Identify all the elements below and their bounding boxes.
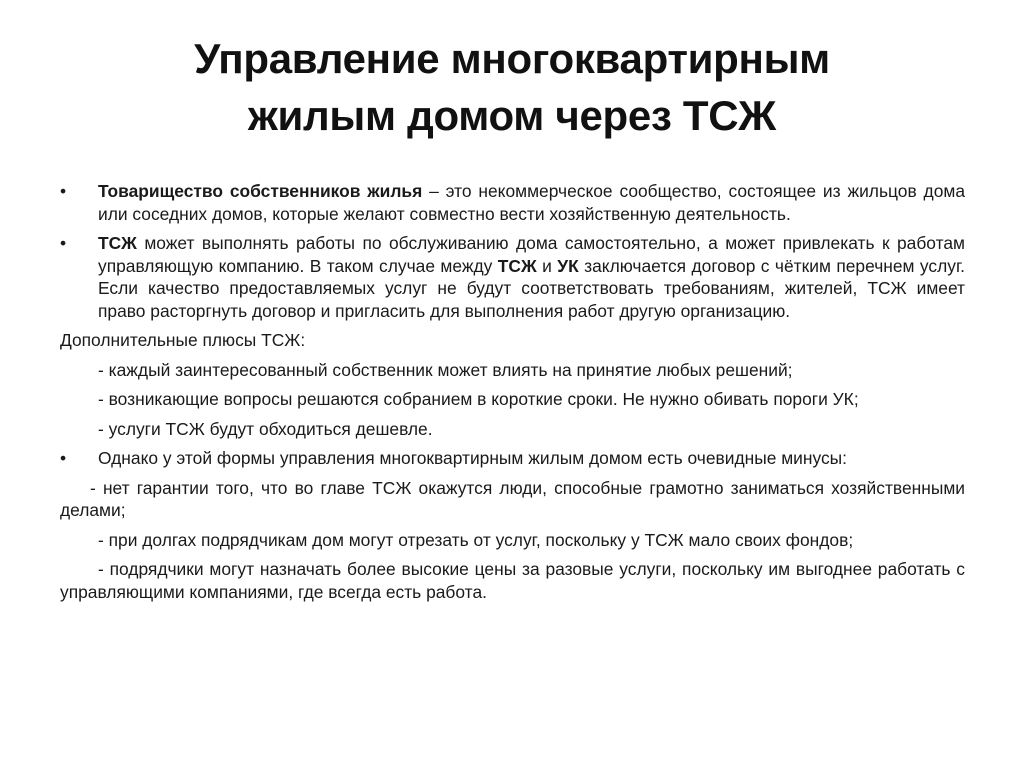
title-line-1: Управление многоквартирным — [194, 35, 830, 82]
tsj-work-text-1: может выполнять работы по обслуживанию дома самостоятельно, а может привлекать к работам управляющую компанию. В таком случае между — [98, 233, 965, 276]
bullet-icon: • — [60, 233, 67, 253]
bullet-tsj-work — [60, 232, 965, 322]
minus-item: - при долгах подрядчикам дом могут отрезать от услуг, поскольку у ТСЖ мало своих фондов; — [98, 529, 854, 550]
term-tsj-2: ТСЖ — [497, 255, 537, 276]
minus-item: - нет гарантии того, что во главе ТСЖ окажутся люди, способные грамотно заниматься хозяйственными делами; — [60, 477, 965, 520]
term-tsj-full: Товарищество собственников жилья — [98, 181, 423, 201]
term-tsj: ТСЖ — [98, 233, 137, 253]
bullet-definition — [60, 180, 965, 225]
definition-text: – это некоммерческое сообщество, состоящее из жильцов дома или соседних домов, которые желают совместно вести хозяйственную деятельность. — [98, 181, 965, 224]
plus-item: - возникающие вопросы решаются собранием в короткие сроки. Не нужно обивать пороги УК; — [98, 389, 859, 409]
minus-intro-text: Однако у этой формы управления многоквартирным жилым домом есть очевидные минусы: — [98, 448, 847, 468]
bullet-minus-intro — [60, 447, 965, 470]
title-line-2: жилым домом через ТСЖ — [248, 92, 776, 139]
bullet-icon: • — [60, 181, 67, 201]
tsj-work-text-3: заключается договор с чётким перечнем услуг. Если качество предоставляемых услуг не будут соответствовать требованиям, жителей, ТСЖ имеет право расторгнуть договор и пригласить для выполнения работ другую организацию. — [98, 255, 966, 321]
slide-title — [60, 30, 964, 144]
tsj-work-text-2: и — [536, 255, 558, 276]
bullet-icon: • — [60, 448, 67, 468]
minus-item: - подрядчики могут назначать более высокие цены за разовые услуги, поскольку им выгоднее работать с управляющими компаниями, где всегда есть работа. — [60, 559, 965, 602]
slide-body — [60, 180, 965, 610]
plus-item: - каждый заинтересованный собственник может влиять на принятие любых решений; — [98, 359, 793, 380]
plus-heading: Дополнительные плюсы ТСЖ: — [60, 330, 306, 350]
plus-item: - услуги ТСЖ будут обходиться дешевле. — [98, 418, 433, 439]
term-uk: УК — [557, 255, 579, 276]
